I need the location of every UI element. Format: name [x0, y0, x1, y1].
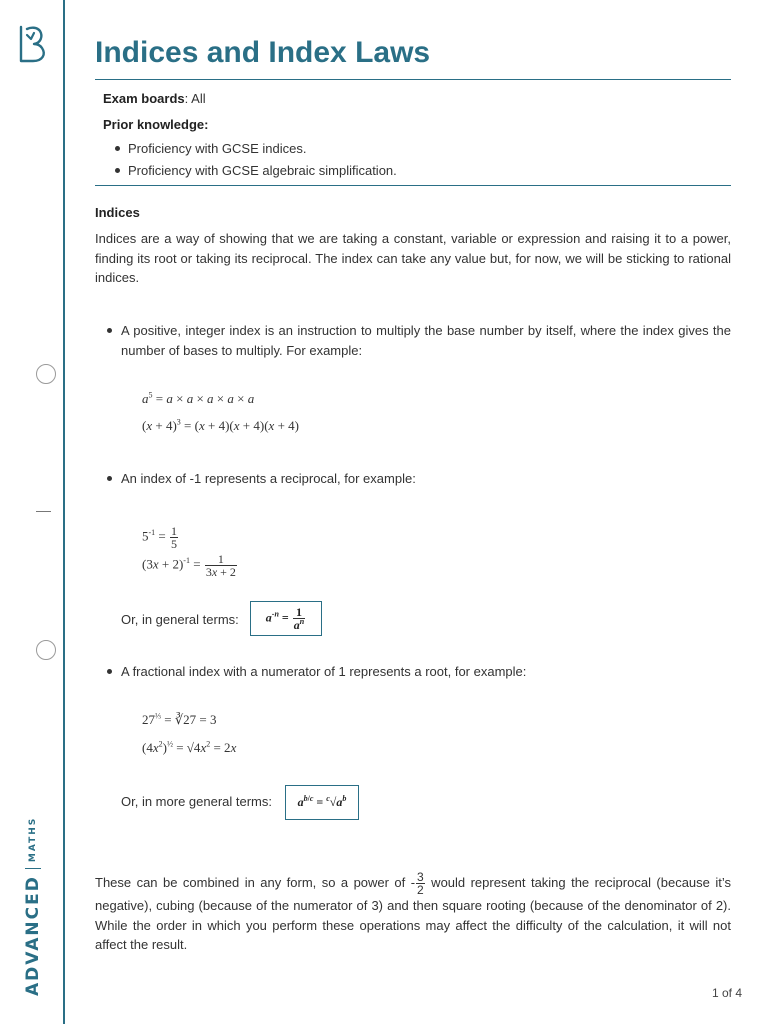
exam-boards — [103, 89, 206, 109]
brand-sub-text: MATHS — [28, 816, 38, 863]
bullet-positive-index: A positive, integer index is an instruction to multiply the base number by itself, where the index gives the number of bases to multiply. For example: — [121, 323, 731, 358]
example-x-plus-4-cubed: $(x + 4)^3 = (x + 4)(x + 4)(x + 4)$ — [142, 417, 299, 433]
fractional-index-rule-box: $a^{b/c} = ^c√a^b$ — [285, 785, 359, 820]
punch-hole-bottom — [36, 640, 56, 660]
prior-knowledge-item: Proficiency with GCSE algebraic simplification. — [128, 163, 397, 178]
prior-knowledge-item: Proficiency with GCSE indices. — [128, 141, 307, 156]
section-heading: Indices — [95, 205, 140, 220]
page-number: 1 of 4 — [711, 986, 742, 1000]
bullet-fractional-index: A fractional index with a numerator of 1 represents a root, for example: — [121, 664, 527, 679]
three-halves-fraction — [416, 871, 425, 896]
example-a-power-5: $a^5 = a \times a \times a \times a \times a$ — [142, 390, 255, 406]
example-4x-squared-root: $(4x^2)^{\frac{1}{2}} = √4x^2 = 2x$ — [142, 739, 237, 755]
more-general-terms-label: Or, in more general terms: — [121, 794, 272, 809]
exam-boards-value: : All — [184, 91, 206, 106]
prior-knowledge-label: Prior knowledge: — [103, 117, 209, 132]
bullet-dot — [107, 669, 112, 674]
page-title: Indices and Index Laws — [95, 36, 431, 69]
brand-separator — [25, 868, 41, 869]
prior-bullet-dot — [115, 168, 120, 173]
closing-text-before: These can be combined in any form, so a power of - — [95, 874, 416, 890]
b-logo-icon — [15, 24, 49, 64]
margin-rule — [63, 0, 65, 1024]
example-3x-plus-2-inverse: $(3x + 2)^{-1}$ = $\frac{1}{3x + 2}$ — [142, 552, 236, 579]
fold-mark — [36, 511, 51, 512]
example-27-cube-root: $27^{\frac{1}{3}}$ = ∛27 = 3 — [142, 711, 217, 727]
meta-rule — [95, 185, 731, 186]
sidebar-brand — [22, 806, 44, 996]
closing-paragraph — [95, 871, 731, 955]
prior-bullet-dot — [115, 146, 120, 151]
example-5-inverse: $5^{-1}$ = $\frac{1}{5}$ — [142, 524, 178, 551]
general-terms-label: Or, in general terms: — [121, 612, 239, 627]
closing-text-after: would represent taking the reciprocal (because it’s negative), cubing (because of the numerator of 3) and then square rooting (because of the denominator of 2). While the order in which you perform these operations may affect the difficulty of the calculation, it will not affect the result. — [95, 874, 731, 952]
fraction-denominator: 2 — [417, 883, 424, 897]
brand-main-text: ADVANCED — [23, 875, 43, 996]
bullet-reciprocal: An index of -1 represents a reciprocal, for example: — [121, 471, 416, 486]
intro-paragraph: Indices are a way of showing that we are taking a constant, variable or expression and raising it to a power, finding its root or taking its reciprocal. The index can take any value but, for now, we will be sticking to rational indices. — [95, 231, 731, 285]
punch-hole-top — [36, 364, 56, 384]
exam-boards-label: Exam boards — [103, 91, 185, 106]
bullet-dot — [107, 328, 112, 333]
bullet-dot — [107, 476, 112, 481]
negative-index-rule-box: $a^{-n}$ = $\frac{1}{a^n}$ — [250, 601, 322, 636]
fraction-numerator: 3 — [417, 870, 424, 884]
title-rule — [95, 79, 731, 80]
